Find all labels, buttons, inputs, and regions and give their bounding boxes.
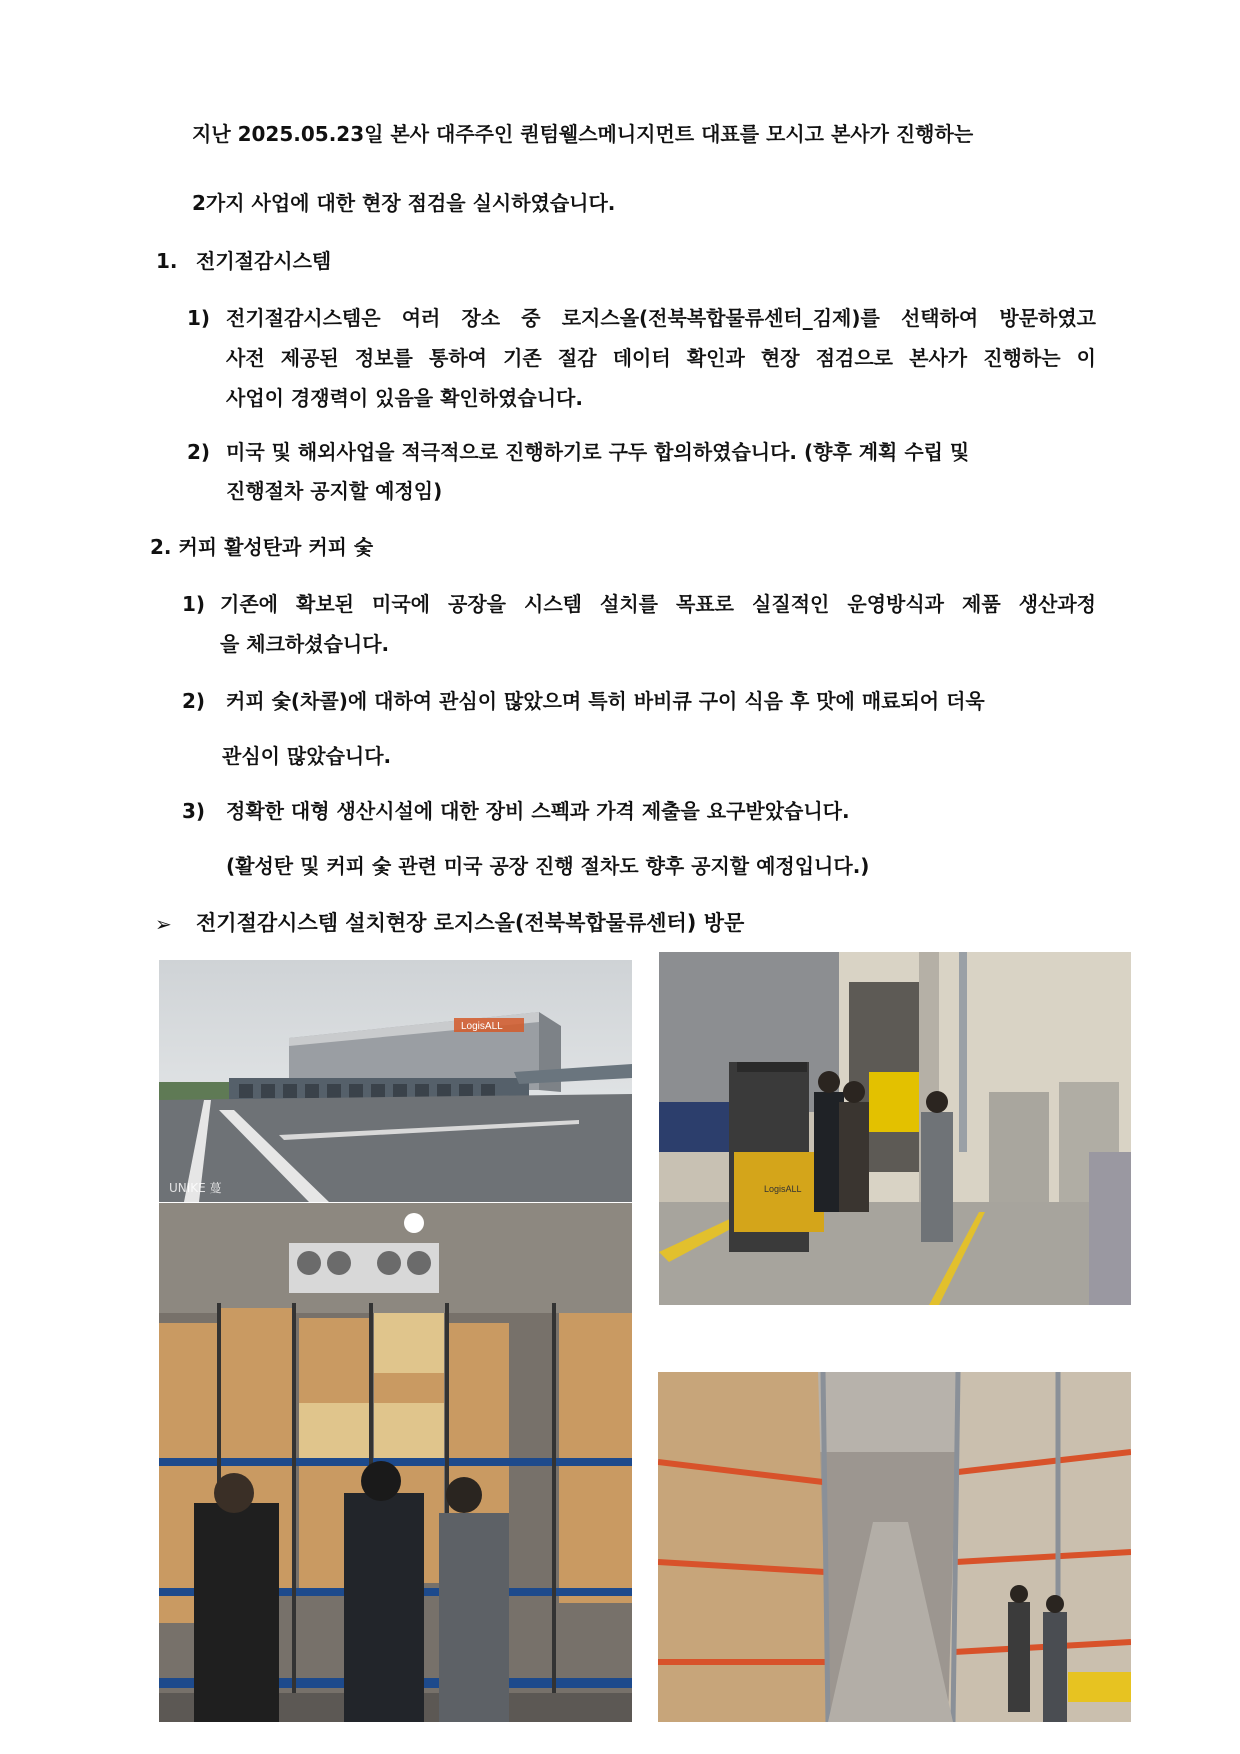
section-1-number: 1.	[156, 249, 178, 273]
s2-item-3-line-2: (활성탄 및 커피 숯 관련 미국 공장 진행 절차도 향후 공지할 예정입니다.)	[226, 854, 870, 878]
s2-item-3-line-1: 정확한 대형 생산시설에 대한 장비 스펙과 가격 제출을 요구받았습니다.	[226, 799, 850, 823]
s1-item-2-line-2: 진행절차 공지할 예정임)	[226, 479, 443, 503]
s1-item-1-text	[226, 298, 1096, 418]
intro-line-1: 지난 2025.05.23일 본사 대주주인 퀀텀웰스메니지먼트 대표를 모시고 본사가 진행하는	[192, 122, 974, 146]
s1-item-1-line-2: 사전 제공된 정보를 통하여 기존 절감 데이터 확인과 현장 점검으로 본사가 진행하는 이	[226, 346, 1096, 370]
s1-item-2-line-1: 미국 및 해외사업을 적극적으로 진행하기로 구두 합의하였습니다. (향후 계획 수립 및	[226, 440, 970, 464]
forklift-label: LogisALL	[764, 1184, 802, 1194]
s2-item-2-number: 2)	[182, 689, 206, 713]
exterior-sign-text: LogisALL	[461, 1021, 503, 1032]
intro-line-2: 2가지 사업에 대한 현장 점검을 실시하였습니다.	[192, 191, 616, 215]
exterior-watermark: UNIKE 蔓	[169, 1181, 222, 1195]
s2-item-1-number: 1)	[182, 592, 206, 616]
bullet-arrow-icon: ➢	[155, 912, 172, 936]
photo-warehouse-interior	[159, 1203, 632, 1722]
s1-item-2-number: 2)	[187, 440, 211, 464]
photo-warehouse-exterior	[159, 960, 632, 1202]
photo-racking-aisle	[658, 1372, 1131, 1722]
s1-item-1-number: 1)	[187, 306, 211, 330]
photo-section-heading: 전기절감시스템 설치현장 로지스올(전북복합물류센터) 방문	[196, 911, 745, 935]
s2-item-2-line-1: 커피 숯(차콜)에 대하여 관심이 많았으며 특히 바비큐 구이 식음 후 맛에 매료되어 더욱	[226, 689, 985, 713]
section-2-title: 2. 커피 활성탄과 커피 숯	[150, 535, 374, 559]
s1-item-1-line-1: 전기절감시스템은 여러 장소 중 로지스올(전북복합물류센터_김제)를 선택하여 방문하였고	[226, 306, 1096, 330]
s1-item-1-line-3: 사업이 경쟁력이 있음을 확인하였습니다.	[226, 386, 583, 410]
section-1-title: 전기절감시스템	[196, 249, 332, 273]
s2-item-1-line-2: 을 체크하셨습니다.	[220, 632, 390, 656]
photo-forklift-meeting	[659, 952, 1131, 1305]
s2-item-1-line-1: 기존에 확보된 미국에 공장을 시스템 설치를 목표로 실질적인 운영방식과 제품 생산과정	[220, 592, 1096, 616]
s2-item-1-text	[220, 584, 1096, 664]
s2-item-3-number: 3)	[182, 799, 206, 823]
s2-item-2-line-2: 관심이 많았습니다.	[222, 744, 392, 768]
